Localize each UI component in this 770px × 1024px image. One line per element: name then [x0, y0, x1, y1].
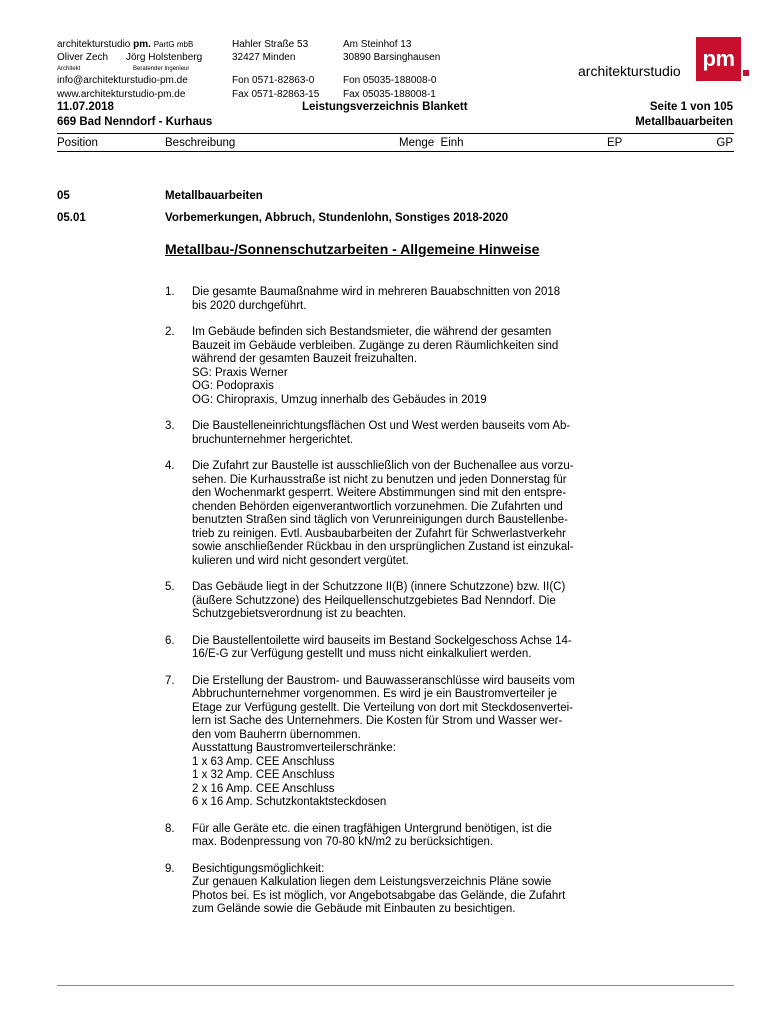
item-line: sowie anschließender Rückbau in den ursprünglichen Zustand ist einzukal- — [192, 541, 574, 553]
subsection-title: Vorbemerkungen, Abbruch, Stundenlohn, Sonstiges 2018-2020 — [165, 212, 509, 224]
item-line: kulieren und wird nicht gesondert vergütet. — [192, 554, 409, 567]
item-line: (äußere Schutzzone) des Heilquellenschutzgebietes Bad Nenndorf. Die — [192, 594, 556, 607]
item-number: 1. — [165, 286, 175, 298]
list-item — [165, 823, 625, 850]
item-line: 1 x 32 Amp. CEE Anschluss — [192, 769, 335, 781]
office1-phone: Fon 0571-82863-0 — [232, 75, 315, 86]
col-ep: EP — [607, 137, 623, 149]
list-item — [165, 286, 625, 313]
item-line: Bauzeit im Gebäude verbleiben. Zugänge zu deren Räumlichkeiten sind — [192, 339, 559, 352]
office1-city: 32427 Minden — [232, 52, 296, 63]
item-number: 8. — [165, 822, 175, 835]
office2-phone: Fon 05035-188008-0 — [343, 75, 437, 86]
col-description: Beschreibung — [165, 137, 236, 149]
item-line: benutzten Straßen sind täglich von Verunreinigungen durch Baustellenbe- — [192, 514, 568, 526]
footer-divider — [57, 985, 734, 986]
item-line: Schutzgebietsverordnung ist zu beachten. — [192, 608, 407, 620]
office1-street: Hahler Straße 53 — [232, 39, 309, 50]
item-number: 9. — [165, 862, 175, 875]
notes-heading: Metallbau-/Sonnenschutzarbeiten - Allgemeine Hinweise — [165, 241, 540, 257]
item-line: sehen. Die Kurhausstraße ist nicht zu benutzen und jeden Donnerstag für — [192, 473, 567, 486]
item-line: Zur genauen Kalkulation liegen dem Leistungsverzeichnis Pläne sowie — [192, 876, 552, 888]
logo-text: architekturstudio — [578, 63, 681, 79]
item-line: den vom Bauherrn übernommen. — [192, 728, 361, 741]
company-suffix: PartG mbB — [153, 40, 194, 49]
item-line: Etage zur Verfügung gestellt. Die Verteilung von dort mit Steckdosenvertei- — [192, 701, 573, 714]
item-line: Ausstattung Baustromverteilerschränke: — [192, 742, 396, 754]
col-quantity-unit: Menge Einh — [399, 137, 464, 149]
logo-box-text: pm — [702, 46, 735, 71]
item-line: bruchunternehmer hergerichtet. — [192, 433, 354, 446]
item-number: 6. — [165, 634, 175, 647]
role2: Beratender Ingenieur — [133, 66, 190, 72]
list-item — [165, 581, 625, 622]
doc-trade: Metallbauarbeiten — [635, 116, 733, 128]
item-line: Im Gebäude befinden sich Bestandsmieter, die während der gesamten — [192, 326, 552, 338]
item-line: Die Baustelleneinrichtungsflächen Ost und West werden bauseits vom Ab- — [192, 420, 571, 432]
item-line: Die Baustellentoilette wird bauseits im Bestand Sockelgeschoss Achse 14- — [192, 634, 572, 647]
logo-dot — [743, 70, 749, 76]
company-name: architekturstudio — [57, 39, 131, 50]
office2-street: Am Steinhof 13 — [343, 39, 412, 50]
section-title: Metallbauarbeiten — [165, 190, 263, 202]
list-item — [165, 863, 625, 917]
item-line: Die Zufahrt zur Baustelle ist ausschließlich von der Buchenallee aus vorzu- — [192, 460, 574, 472]
list-item — [165, 675, 625, 810]
header-divider-top — [57, 133, 734, 134]
email-link[interactable]: info@architekturstudio-pm.de — [57, 75, 188, 86]
person2: Jörg Holstenberg — [126, 52, 203, 63]
office2-city: 30890 Barsinghausen — [343, 52, 441, 63]
list-item — [165, 460, 625, 568]
list-item — [165, 420, 625, 447]
col-gp: GP — [716, 137, 733, 149]
office2-fax: Fax 05035-188008-1 — [343, 89, 436, 100]
item-number: 3. — [165, 420, 175, 432]
item-line: Das Gebäude liegt in der Schutzzone II(B) (innere Schutzzone) bzw. II(C) — [192, 581, 566, 593]
role1: Architekt — [57, 66, 81, 72]
item-line: lern ist Sache des Unternehmers. Die Kosten für Strom und Wasser wer- — [192, 715, 563, 727]
item-line: trieb zu reinigen. Evtl. Ausbaubarbeiten der Zufahrt für Schwerlastverkehr — [192, 527, 566, 540]
item-number: 2. — [165, 326, 175, 338]
item-line: während der gesamten Bauzeit freizuhalten. — [192, 353, 418, 365]
person1: Oliver Zech — [57, 52, 109, 63]
doc-project: 669 Bad Nenndorf - Kurhaus — [57, 116, 213, 128]
website-link[interactable]: www.architekturstudio-pm.de — [57, 89, 186, 100]
item-line: chenden Behörden eigenverantwortlich vorzunehmen. Die Zufahrten und — [192, 500, 563, 513]
item-line: 6 x 16 Amp. Schutzkontaktsteckdosen — [192, 796, 387, 808]
section-code: 05 — [57, 190, 70, 202]
item-line: den Wochenmarkt gesperrt. Weitere Abstimmungen sind mit den entspre- — [192, 487, 567, 499]
item-line: 2 x 16 Amp. CEE Anschluss — [192, 782, 335, 795]
notes-list — [165, 286, 625, 930]
item-line: 16/E-G zur Verfügung gestellt und muss nicht einkalkuliert werden. — [192, 648, 532, 660]
subsection-code: 05.01 — [57, 212, 86, 224]
list-item — [165, 326, 625, 407]
list-item — [165, 635, 625, 662]
item-line: SG: Praxis Werner — [192, 366, 288, 379]
item-line: zum Gelände sowie die Gebäude mit Einbauten zu besichtigen. — [192, 903, 516, 915]
company-line — [57, 38, 193, 51]
doc-page: Seite 1 von 105 — [649, 101, 733, 113]
item-line: OG: Chiropraxis, Umzug innerhalb des Gebäudes in 2019 — [192, 393, 487, 406]
col-position: Position — [57, 137, 98, 149]
item-line: Besichtigungsmöglichkeit: — [192, 862, 325, 875]
company-pm: pm. — [133, 39, 151, 50]
item-line: OG: Podopraxis — [192, 380, 274, 392]
item-number: 4. — [165, 460, 175, 472]
item-line: bis 2020 durchgeführt. — [192, 299, 307, 312]
item-line: 1 x 63 Amp. CEE Anschluss — [192, 755, 335, 768]
item-line: Abbruchunternehmer vorgenommen. Es wird je ein Baustromverteiler je — [192, 688, 557, 700]
doc-date: 11.07.2018 — [57, 101, 114, 113]
office1-fax: Fax 0571-82863-15 — [232, 89, 320, 100]
item-number: 7. — [165, 674, 175, 687]
item-number: 5. — [165, 581, 175, 593]
item-line: Für alle Geräte etc. die einen tragfähigen Untergrund benötigen, ist die — [192, 822, 552, 835]
doc-title: Leistungsverzeichnis Blankett — [302, 101, 468, 113]
item-line: Photos bei. Es ist möglich, vor Angebotsabgabe das Gelände, die Zufahrt — [192, 889, 566, 902]
logo-box — [696, 37, 741, 81]
item-line: Die gesamte Baumaßnahme wird in mehreren Bauabschnitten von 2018 — [192, 286, 561, 298]
header-divider-bottom — [57, 151, 734, 152]
item-line: Die Erstellung der Baustrom- und Bauwasseranschlüsse wird bauseits vom — [192, 674, 575, 687]
item-line: max. Bodenpressung von 70-80 kN/m2 zu berücksichtigen. — [192, 836, 494, 848]
